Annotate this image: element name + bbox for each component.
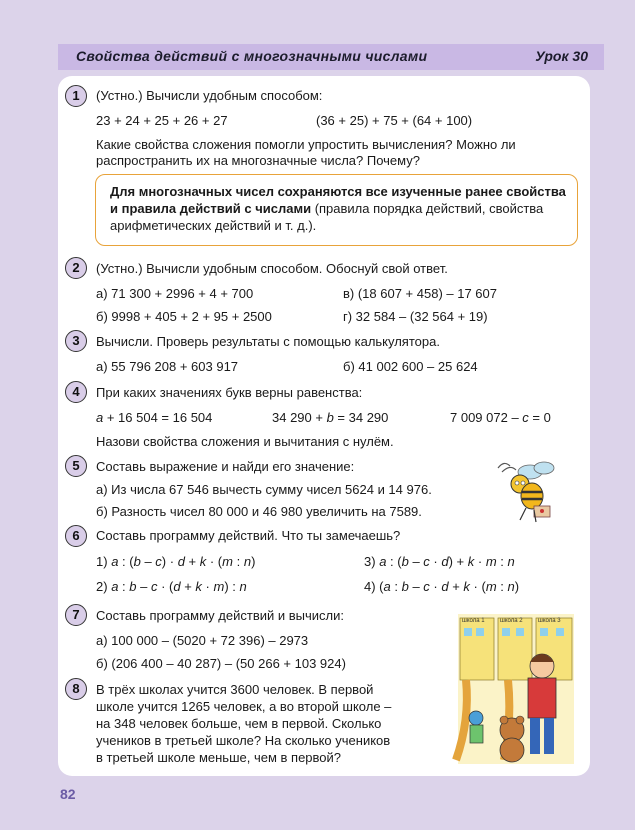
task-5-instruction: Составь выражение и найди его значение: xyxy=(96,459,355,474)
task-8-line-3: на 348 человек больше, чем в первой. Сколько xyxy=(96,716,382,731)
page-number: 82 xyxy=(60,786,76,802)
task-4-equation-2: 34 290 + b = 34 290 xyxy=(272,410,389,425)
task-4-equation-1: a + 16 504 = 16 504 xyxy=(96,410,213,425)
task-2-item-v: в) (18 607 + 458) – 17 607 xyxy=(343,286,497,301)
task-2-instruction: (Устно.) Вычисли удобным способом. Обоснуй свой ответ. xyxy=(96,261,448,276)
task-1-instruction: (Устно.) Вычисли удобным способом: xyxy=(96,88,323,103)
variable-b: b xyxy=(326,410,334,425)
rule-text xyxy=(110,183,566,234)
school-sign-3: школа 3 xyxy=(538,618,561,624)
task-5-item-b: б) Разность чисел 80 000 и 46 980 увеличить на 7589. xyxy=(96,504,422,519)
task-4-instruction: При каких значениях букв верны равенства: xyxy=(96,385,363,400)
schools-illustration xyxy=(450,610,576,770)
task-6-program-1: 1) a : (b – c) · d + k · (m : n) xyxy=(96,554,256,569)
task-3-item-b: б) 41 002 600 – 25 624 xyxy=(343,359,478,374)
task-3-item-a: а) 55 796 208 + 603 917 xyxy=(96,359,239,374)
task-6-program-4: 4) (a : b – c · d + k · (m : n) xyxy=(364,579,520,594)
task-number-4: 4 xyxy=(65,381,87,403)
variable-c: c xyxy=(522,410,529,425)
task-2-item-a: а) 71 300 + 2996 + 4 + 700 xyxy=(96,286,254,301)
lesson-title: Свойства действий с многозначными числами xyxy=(76,48,428,64)
task-5-item-a: а) Из числа 67 546 вычесть сумму чисел 5624 и 14 976. xyxy=(96,482,432,497)
task-7-item-b: б) (206 400 – 40 287) – (50 266 + 103 924) xyxy=(96,656,346,671)
school-sign-2: школа 2 xyxy=(500,618,523,624)
rule-box xyxy=(95,174,578,246)
task-number-2: 2 xyxy=(65,257,87,279)
task-8-line-4: учеников в третьей школе? На сколько учеников xyxy=(96,733,391,748)
task-4-question: Назови свойства сложения и вычитания с нулём. xyxy=(96,434,394,449)
task-number-5: 5 xyxy=(65,455,87,477)
rule-normal-text: (правила порядка действий, свойства арифметических действий и т. д.). xyxy=(110,201,544,233)
task-3-instruction: Вычисли. Проверь результаты с помощью калькулятора. xyxy=(96,334,440,349)
task-6-instruction: Составь программу действий. Что ты замечаешь? xyxy=(96,528,401,543)
task-1-expression-a: 23 + 24 + 25 + 26 + 27 xyxy=(96,113,228,128)
task-number-6: 6 xyxy=(65,525,87,547)
task-number-1: 1 xyxy=(65,85,87,107)
task-number-3: 3 xyxy=(65,330,87,352)
task-8-line-2: школе учится 1265 человек, а во второй школе – xyxy=(96,699,392,714)
rule-bold-text: Для многозначных чисел сохраняются все изученные ранее свойства и правила действий с числами xyxy=(110,184,566,216)
bee-illustration xyxy=(490,458,574,530)
task-1-expression-b: (36 + 25) + 75 + (64 + 100) xyxy=(316,113,473,128)
task-2-item-g: г) 32 584 – (32 564 + 19) xyxy=(343,309,488,324)
lesson-number: Урок 30 xyxy=(535,48,588,64)
task-number-8: 8 xyxy=(65,678,87,700)
task-6-program-3: 3) a : (b – c · d) + k · m : n xyxy=(364,554,515,569)
task-1-question-line-1: Какие свойства сложения помогли упростить вычисления? Можно ли xyxy=(96,137,516,152)
lesson-header xyxy=(58,44,604,70)
task-2-item-b: б) 9998 + 405 + 2 + 95 + 2500 xyxy=(96,309,272,324)
task-7-item-a: а) 100 000 – (5020 + 72 396) – 2973 xyxy=(96,633,309,648)
task-7-instruction: Составь программу действий и вычисли: xyxy=(96,608,344,623)
school-sign-1: школа 1 xyxy=(462,618,485,624)
task-number-7: 7 xyxy=(65,604,87,626)
task-8-line-1: В трёх школах учится 3600 человек. В первой xyxy=(96,682,374,697)
task-6-program-2: 2) a : b – c · (d + k · m) : n xyxy=(96,579,247,594)
task-1-question-line-2: распространить их на многозначные числа? Почему? xyxy=(96,153,420,168)
variable-a: a xyxy=(96,410,104,425)
task-8-line-5: в третьей школе меньше, чем в первой? xyxy=(96,750,342,765)
task-4-equation-3: 7 009 072 – c = 0 xyxy=(450,410,551,425)
